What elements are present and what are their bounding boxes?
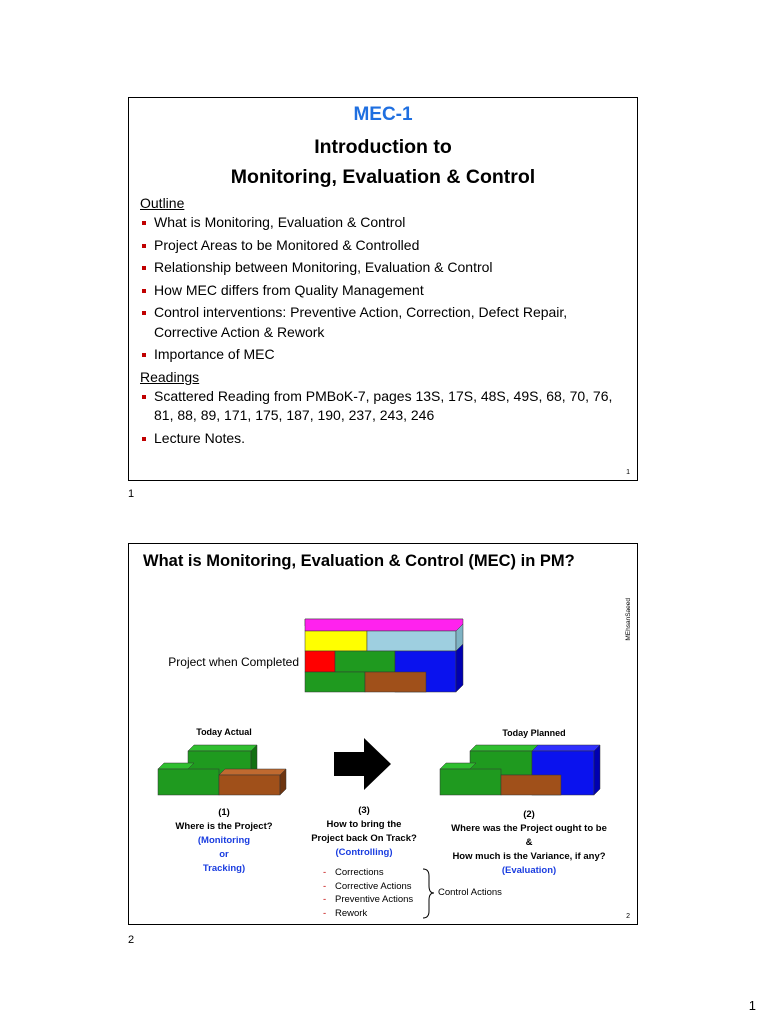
outline-item: Relationship between Monitoring, Evaluation & Control (140, 258, 628, 278)
slide-index-1: 1 (128, 488, 135, 500)
today-actual-label: Today Actual (196, 727, 252, 737)
arrow-right-icon (334, 738, 391, 790)
q3-line-2: Project back On Track? (311, 833, 417, 844)
question-3 (299, 804, 429, 860)
slide-2 (128, 543, 638, 925)
page-number: 1 (748, 998, 756, 1013)
today-planned-blocks (440, 745, 600, 795)
q1-tag-2: or (219, 849, 229, 860)
q3-tag: (Controlling) (335, 847, 393, 858)
question-2 (434, 808, 624, 878)
brace-icon (423, 869, 434, 918)
outline-item: Importance of MEC (140, 345, 628, 365)
q2-number: (2) (523, 809, 535, 820)
outline-list (140, 213, 628, 365)
q1-text: Where is the Project? (175, 821, 273, 832)
q1-number: (1) (218, 807, 230, 818)
q2-amp: & (525, 837, 533, 848)
q3-line-1: How to bring the (326, 819, 402, 830)
author-watermark: MEhsanSaeed (625, 598, 632, 641)
control-item: - Preventive Actions (323, 893, 413, 907)
completed-label: Project when Completed (168, 655, 299, 669)
control-item: - Corrections (323, 866, 413, 880)
outline-item: How MEC differs from Quality Management (140, 281, 628, 301)
slide-title (129, 132, 637, 192)
q1-tag-1: (Monitoring (197, 835, 251, 846)
reading-item: Scattered Reading from PMBoK-7, pages 13S, 17S, 48S, 49S, 68, 70, 76, 81, 88, 89, 171, 175, 187, 190, 237, 243, 246 (140, 387, 628, 426)
today-actual-blocks (158, 745, 286, 795)
readings-list (140, 387, 628, 449)
slide-number: 1 (626, 469, 630, 476)
slide-title: What is Monitoring, Evaluation & Control (MEC) in PM? (143, 552, 575, 570)
outline-item: What is Monitoring, Evaluation & Control (140, 213, 628, 233)
control-item: - Rework (323, 907, 413, 921)
reading-item: Lecture Notes. (140, 429, 628, 449)
slide-code: MEC-1 (353, 104, 413, 125)
readings-heading: Readings (140, 368, 200, 385)
control-actions-label: Control Actions (438, 887, 502, 898)
question-1 (159, 806, 289, 876)
completed-project-blocks (305, 619, 463, 692)
slide-1 (128, 97, 638, 481)
slide-index-2: 2 (128, 934, 135, 946)
outline-item: Control interventions: Preventive Action, Correction, Defect Repair, Corrective Action & Rework (140, 303, 628, 342)
control-item: - Corrective Actions (323, 880, 413, 894)
control-actions-list (323, 866, 413, 920)
title-line-2: Monitoring, Evaluation & Control (230, 166, 536, 188)
title-line-1: Introduction to (314, 136, 452, 158)
slide-number: 2 (626, 913, 630, 920)
outline-heading: Outline (140, 195, 185, 211)
outline-item: Project Areas to be Monitored & Controlled (140, 236, 628, 256)
slide-body (140, 194, 628, 451)
q2-line-1: Where was the Project ought to be (451, 823, 607, 834)
q2-tag: (Evaluation) (501, 865, 557, 876)
q3-number: (3) (358, 805, 370, 816)
q2-line-2: How much is the Variance, if any? (452, 851, 606, 862)
today-planned-label: Today Planned (502, 728, 566, 738)
q1-tag-3: Tracking) (202, 863, 246, 874)
